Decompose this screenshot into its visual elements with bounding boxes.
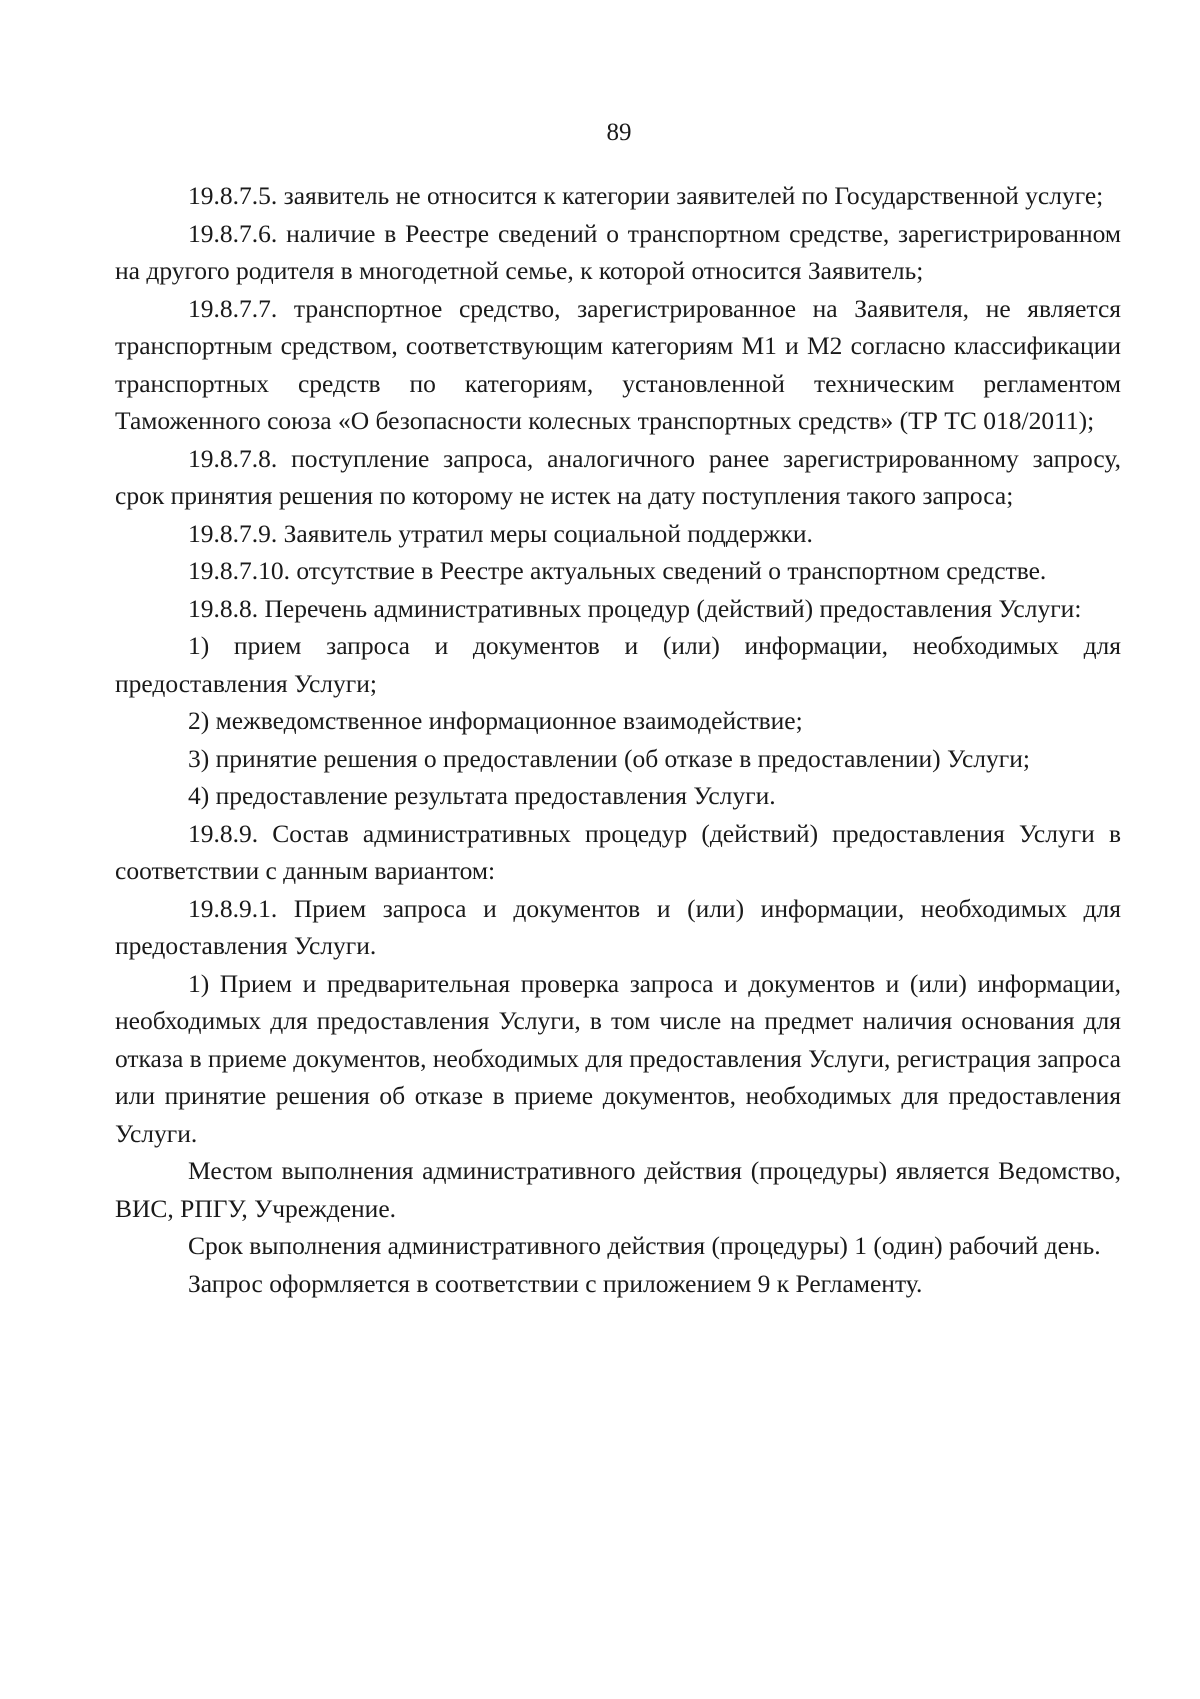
paragraph-19-8-7-5: 19.8.7.5. заявитель не относится к категории заявителей по Государственной услуге; <box>188 181 1104 210</box>
list-item-4: 4) предоставление результата предоставления Услуги. <box>188 781 776 810</box>
paragraph-19-8-7-6: 19.8.7.6. наличие в Реестре сведений о транспортном средстве, зарегистрированном на другого родителя в многодетной семье, к которой относится Заявитель; <box>115 218 1121 285</box>
paragraph-term: Срок выполнения административного действия (процедуры) 1 (один) рабочий день. <box>188 1231 1101 1260</box>
paragraph-19-8-9-1: 19.8.9.1. Прием запроса и документов и (или) информации, необходимых для предоставления Услуги. <box>115 893 1121 960</box>
paragraph-19-8-9: 19.8.9. Состав административных процедур (действий) предоставления Услуги в соответствии с данным вариантом: <box>115 818 1121 885</box>
paragraph-19-8-7-9: 19.8.7.9. Заявитель утратил меры социальной поддержки. <box>188 518 813 548</box>
list-item-1: 1) прием запроса и документов и (или) информации, необходимых для предоставления Услуги; <box>115 631 1121 698</box>
page-number: 89 <box>606 119 632 146</box>
paragraph-19-8-7-7: 19.8.7.7. транспортное средство, зарегистрированное на Заявителя, не является транспортным средством, соответствующим категориям М1 и М2 согласно классификации транспортных средств по категориям, установленной техническим регламентом Таможенного союза «О безопасности колесных транспортных средств» (ТР ТС 018/2011); <box>115 293 1121 435</box>
list-item-2: 2) межведомственное информационное взаимодействие; <box>188 706 803 735</box>
paragraph-19-8-7-10: 19.8.7.10. отсутствие в Реестре актуальных сведений о транспортном средстве. <box>188 556 1047 585</box>
paragraph-place: Местом выполнения административного действия (процедуры) является Ведомство, ВИС, РПГУ, Учреждение. <box>115 1156 1121 1223</box>
paragraph-request-form: Запрос оформляется в соответствии с приложением 9 к Регламенту. <box>188 1268 923 1298</box>
paragraph-19-8-7-8: 19.8.7.8. поступление запроса, аналогичного ранее зарегистрированному запросу, срок принятия решения по которому не истек на дату поступления такого запроса; <box>115 443 1121 510</box>
paragraph-19-8-8: 19.8.8. Перечень административных процедур (действий) предоставления Услуги: <box>188 593 1082 623</box>
list-item-3: 3) принятие решения о предоставлении (об отказе в предоставлении) Услуги; <box>188 743 1030 773</box>
paragraph-procedure-1: 1) Прием и предварительная проверка запроса и документов и (или) информации, необходимых для предоставления Услуги, в том числе на предмет наличия основания для отказа в приеме документов, необходимых для предоставления Услуги, регистрация запроса или принятие решения об отказе в приеме документов, необходимых для предоставления Услуги. <box>115 968 1122 1148</box>
document-body <box>115 177 1121 1302</box>
